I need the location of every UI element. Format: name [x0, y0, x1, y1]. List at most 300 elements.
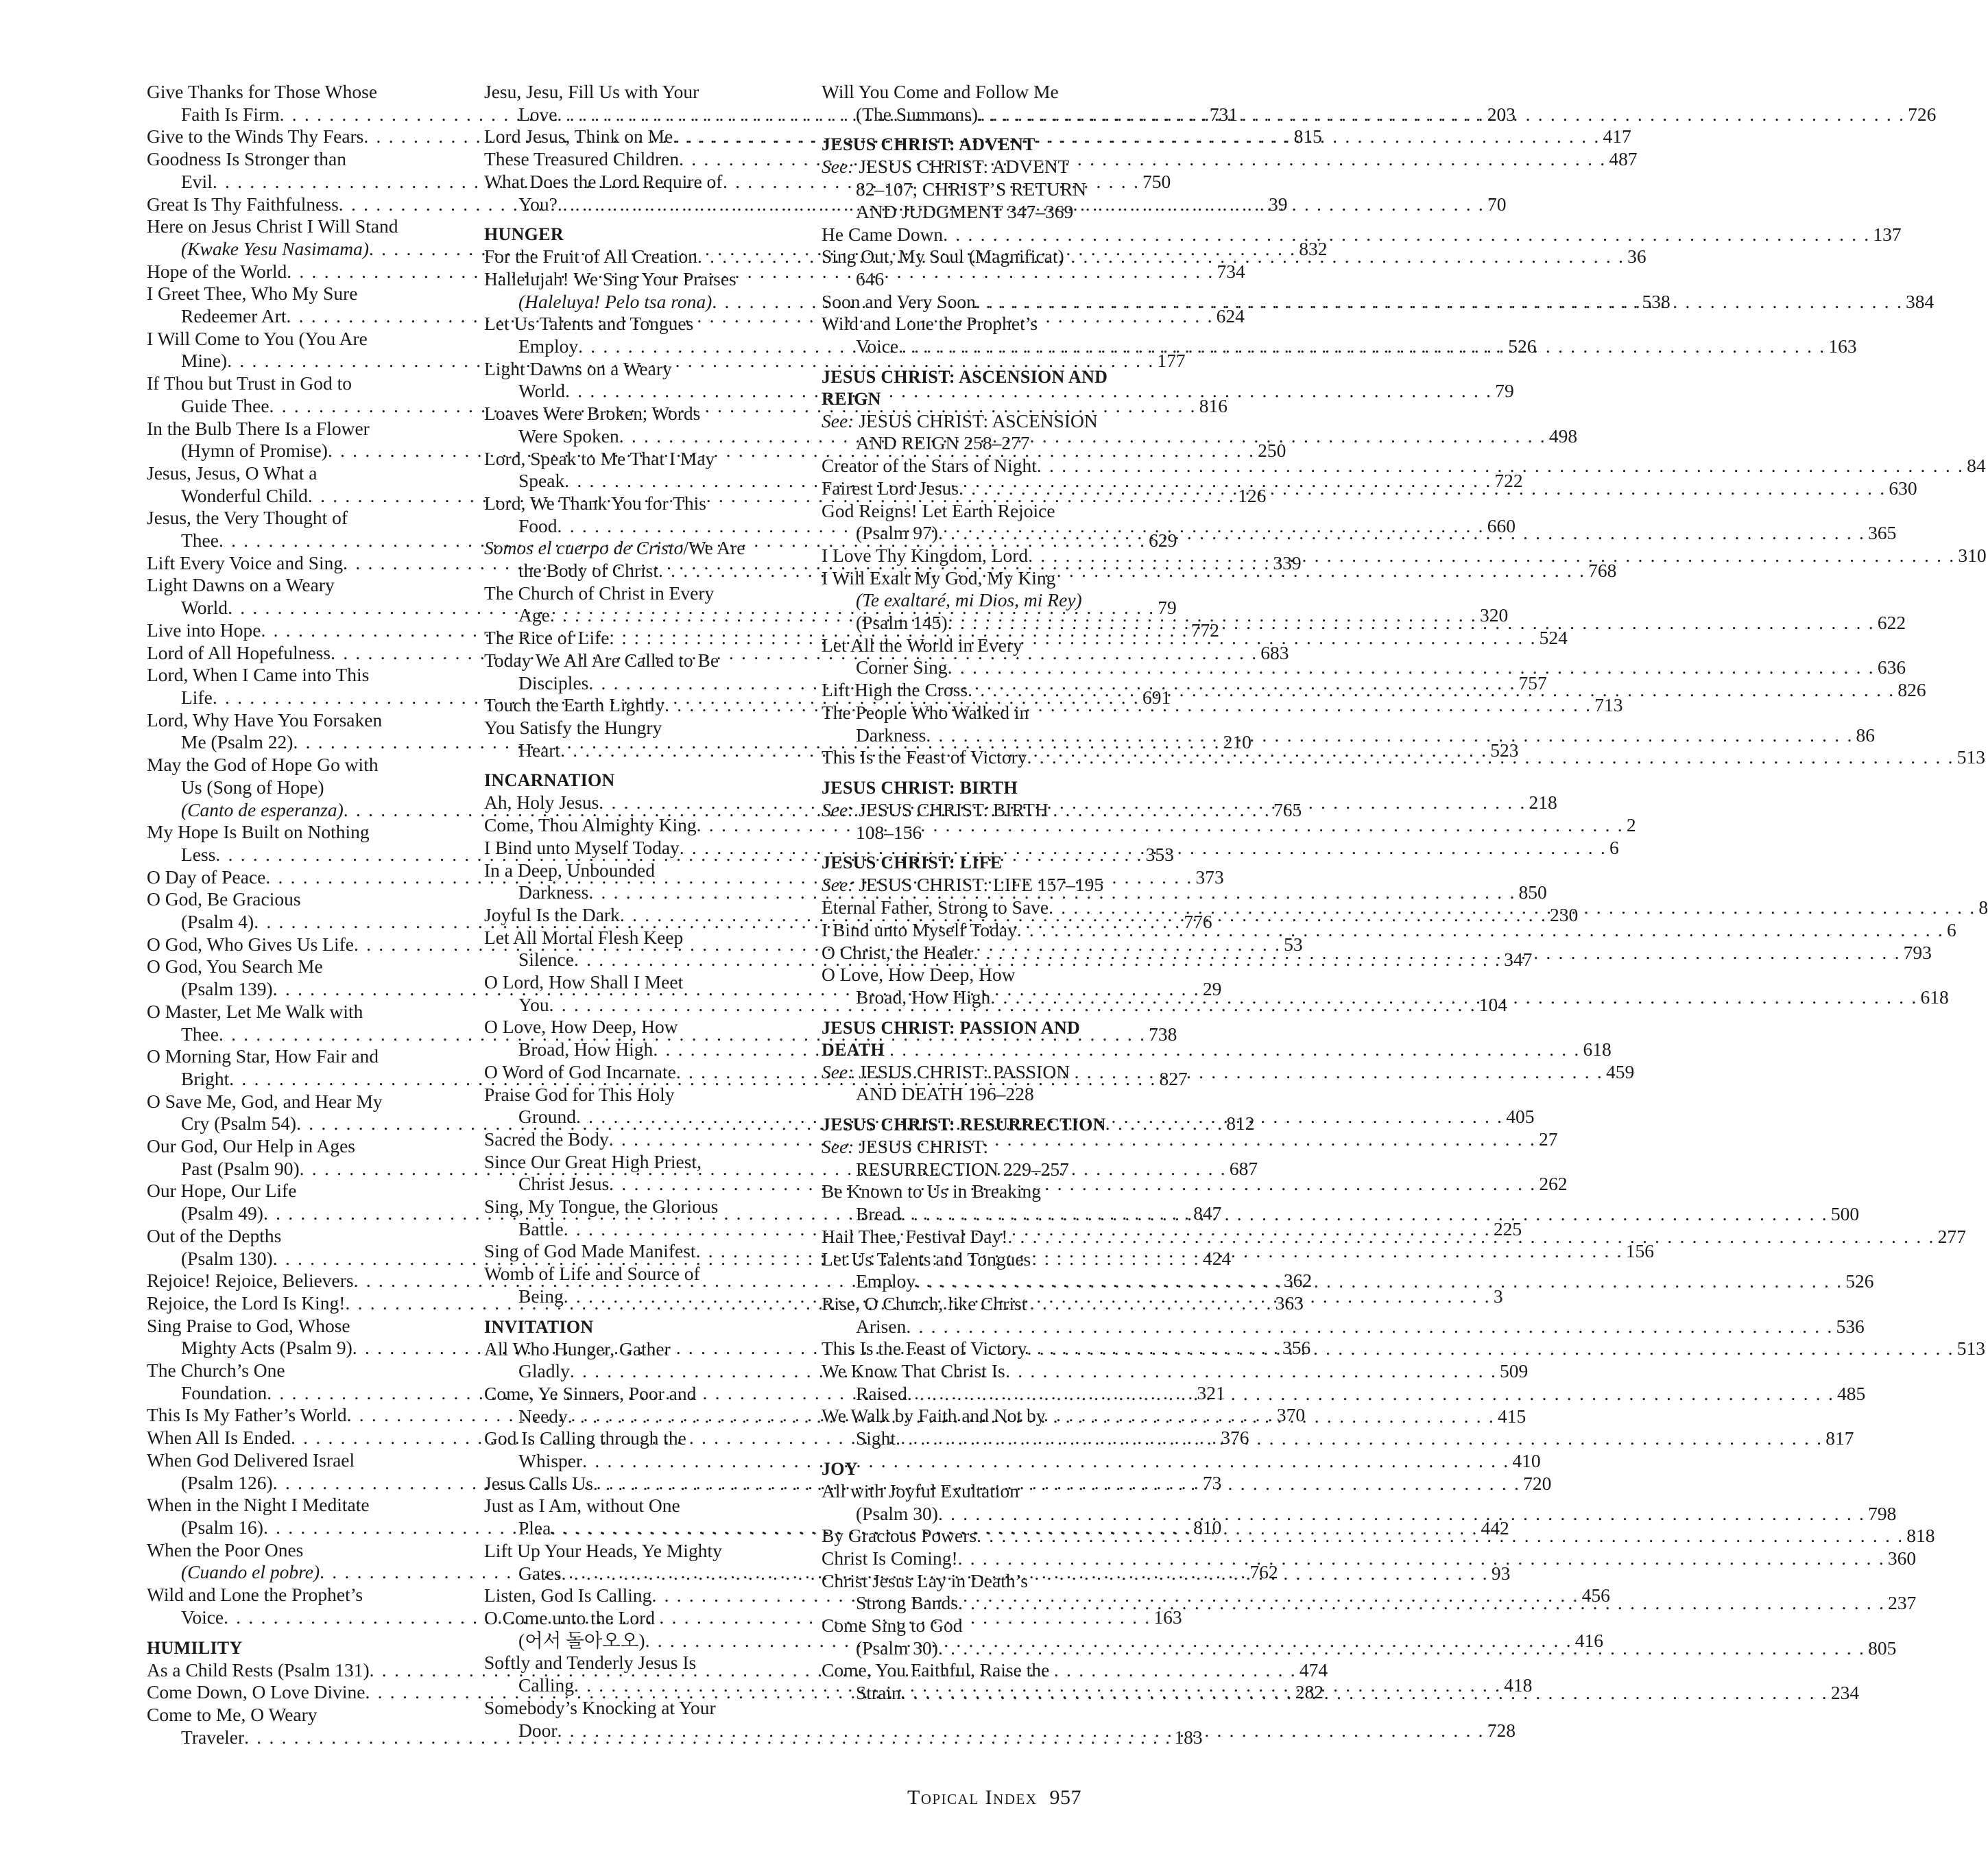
dot-leader: [926, 724, 1853, 747]
hymn-number: 163: [1153, 1606, 1182, 1628]
entry-title: O God, You Search Me: [147, 955, 323, 977]
hymn-number: 630: [1889, 477, 1917, 499]
entry-title: O Morning Star, How Fair and: [147, 1045, 379, 1067]
hymn-number: 84: [1967, 455, 1986, 477]
hymn-number: 53: [1284, 933, 1303, 955]
hymn-number: 339: [1273, 551, 1302, 573]
entry-title: Me (Psalm 22): [181, 731, 294, 753]
entry-title: Silence: [518, 949, 574, 971]
entry-title: Just as I Am, without One: [484, 1495, 680, 1517]
entry-title: Hallelujah! We Sing Your Praises: [484, 268, 736, 289]
entry-title: You: [518, 993, 549, 1015]
hymn-number: 93: [1491, 1562, 1511, 1584]
entry-title: World: [181, 597, 228, 619]
entry-title: We Walk by Faith and Not by: [822, 1405, 1046, 1427]
dot-leader: [973, 942, 1900, 964]
see-reference: [822, 410, 1125, 455]
entry-title: (Psalm 4): [181, 911, 254, 933]
hymn-number: 310: [1958, 544, 1987, 566]
hymn-number: 29: [1202, 978, 1222, 1000]
entry-title: Lift Up Your Heads, Ye Mighty: [484, 1539, 722, 1561]
entry-title: (Psalm 145): [856, 612, 948, 634]
hymn-number: 353: [1145, 843, 1174, 865]
hymn-number: 384: [1906, 290, 1935, 312]
dot-leader: [680, 837, 1607, 859]
entry-title: Christ Is Coming!: [822, 1547, 958, 1569]
entry-title: In a Deep, Unbounded: [484, 859, 655, 881]
entry-title: Give to the Winds Thy Fears: [147, 126, 364, 147]
hymn-number: 757: [1518, 672, 1547, 693]
dot-leader: [990, 986, 1917, 1009]
index-entry: [822, 246, 1125, 290]
entry-title: the Body of Christ: [518, 560, 658, 582]
footer-label: Topical Index: [907, 1786, 1038, 1809]
entry-title: Goodness Is Stronger than: [147, 148, 347, 170]
hymn-number: 720: [1523, 1472, 1552, 1494]
entry-title: Darkness: [518, 881, 589, 903]
entry-title: Somebody’s Knocking at Your: [484, 1696, 716, 1718]
entry-title: Thee: [181, 1023, 219, 1045]
entry-title: Bright: [181, 1067, 230, 1089]
entry-title: O Come unto the Lord: [484, 1607, 655, 1628]
hymn-number: 728: [1487, 1719, 1516, 1741]
hymn-number: 79: [1495, 380, 1514, 402]
entry-title: Door: [518, 1719, 558, 1741]
entry-title-continuation: 646: [856, 268, 885, 289]
entry-title: All with Joyful Exultation: [822, 1480, 1019, 1501]
section-heading: JESUS CHRIST: RESURRECTION: [822, 1115, 1106, 1135]
entry-title: I Bind unto Myself Today: [822, 918, 1017, 940]
hymn-number: 321: [1197, 1381, 1225, 1403]
dot-leader: [1028, 545, 1955, 567]
hymn-number: 816: [1199, 394, 1227, 416]
hymn-number: 772: [1190, 619, 1219, 641]
entry-title: Mighty Acts (Psalm 9): [181, 1337, 352, 1359]
hymn-number: 500: [1830, 1203, 1860, 1225]
entry-title: Whisper: [518, 1450, 583, 1472]
entry-title: For the Fruit of All Creation: [484, 246, 697, 268]
hymn-number: 362: [1283, 1270, 1313, 1292]
hymn-number: 459: [1606, 1060, 1635, 1082]
entry-title: Joyful Is the Dark: [484, 903, 620, 925]
hymn-number: 768: [1588, 560, 1617, 582]
entry-title: Lift High the Cross: [822, 679, 968, 701]
entry-title: Live into Hope: [147, 619, 261, 641]
entry-title: Gates: [518, 1562, 562, 1584]
dot-leader: [906, 1316, 1833, 1338]
entry-title: I Will Exalt My God, My King: [822, 567, 1056, 589]
section-heading: JOY: [822, 1458, 858, 1479]
entry-title: Somos el cuerpo de Cristo/We Are: [484, 537, 745, 559]
hymn-number: 818: [1906, 1525, 1935, 1547]
hymn-number: 6: [1946, 918, 1956, 940]
entry-title: This Is the Feast of Victory: [822, 746, 1027, 768]
entry-title: The People Who Walked in: [822, 701, 1029, 723]
entry-title: World: [518, 380, 566, 402]
entry-title: (Cuando el pobre): [181, 1561, 320, 1583]
hymn-number: 810: [1193, 1517, 1222, 1538]
hymn-number: 210: [1223, 731, 1252, 753]
hymn-number: 156: [1625, 1240, 1655, 1262]
hymn-number: 2: [1626, 814, 1636, 836]
see-reference: [822, 799, 1125, 844]
entry-title: I Love Thy Kingdom, Lord: [822, 544, 1029, 566]
section-heading: JESUS CHRIST: PASSION AND DEATH: [822, 1017, 1081, 1060]
hymn-number: 513: [1956, 1338, 1985, 1360]
hymn-number: 660: [1487, 514, 1516, 536]
hymn-number: 360: [1887, 1547, 1917, 1569]
section-heading: JESUS CHRIST: BIRTH: [822, 777, 1018, 798]
index-entry: [822, 1547, 1917, 1570]
dot-leader: [948, 612, 1875, 634]
entry-title-continuation: Us (Song of Hope): [181, 776, 324, 798]
entry-title: Let Us Talents and Tongues: [822, 1248, 1031, 1270]
entry-title: Softly and Tenderly Jesus Is: [484, 1652, 697, 1674]
entry-title: Evil: [181, 170, 213, 192]
entry-title: Sight: [856, 1427, 896, 1449]
dot-leader: [679, 148, 1606, 171]
hymn-number: 713: [1594, 694, 1623, 716]
hymn-number: 536: [1836, 1315, 1865, 1337]
hymn-number: 513: [1956, 746, 1985, 768]
entry-title: Strain: [856, 1682, 901, 1704]
section-heading: JESUS CHRIST: LIFE: [822, 853, 1003, 873]
entry-title: Come Down, O Love Divine: [147, 1681, 366, 1703]
hymn-number: 731: [1209, 103, 1238, 125]
entry-title: Thee: [181, 530, 219, 551]
entry-title: Lord of All Hopefulness: [147, 641, 331, 663]
see-reference: [822, 156, 1125, 223]
entry-title: O Love, How Deep, How: [484, 1016, 678, 1038]
see-reference: [822, 874, 1125, 897]
hymn-number: 282: [1295, 1681, 1324, 1703]
hymn-number: 424: [1202, 1247, 1232, 1269]
see-reference-continuation: AND REIGN 258–277: [856, 432, 1030, 454]
dot-leader: [915, 1270, 1843, 1293]
dot-leader: [948, 656, 1875, 679]
hymn-number: 418: [1504, 1674, 1533, 1696]
entry-title: (Psalm 97): [856, 522, 938, 544]
entry-title: Sacred the Body: [484, 1128, 609, 1150]
hymn-number: 86: [1856, 724, 1876, 746]
see-reference-continuation: AND JUDGMENT 347–369: [856, 200, 1074, 222]
hymn-number: 738: [1149, 1023, 1177, 1045]
entry-title: (Haleluya! Pelo tsa rona): [518, 290, 712, 312]
entry-title: The Church’s One: [147, 1360, 285, 1381]
dot-leader: [1037, 455, 1964, 477]
entry-title: Sing of God Made Manifest: [484, 1240, 696, 1262]
section-heading: HUMILITY: [147, 1637, 243, 1658]
hymn-number: 722: [1494, 470, 1523, 492]
entry-title: Disciples: [518, 672, 589, 693]
entry-title: Needy: [518, 1405, 568, 1427]
entry-title: Creator of the Stars of Night: [822, 455, 1037, 477]
entry-title: Come, Thou Almighty King: [484, 814, 697, 836]
entry-title: Traveler: [181, 1726, 245, 1748]
entry-title: Fairest Lord Jesus: [822, 477, 959, 499]
see-reference-continuation: AND DEATH 196–228: [856, 1083, 1034, 1105]
hymn-number: 36: [1627, 246, 1646, 268]
entry-title: Broad, How High: [856, 986, 991, 1008]
hymn-number: 618: [1920, 986, 1949, 1008]
entry-title: Christ Jesus: [518, 1173, 610, 1195]
hymn-number: 805: [1868, 1637, 1897, 1659]
entry-title: (Canto de esperanza): [181, 798, 344, 820]
hymn-number: 624: [1216, 305, 1245, 327]
entry-title: Come, You Faithful, Raise the: [822, 1659, 1050, 1681]
hymn-number: 485: [1837, 1382, 1866, 1404]
hymn-number: 817: [1825, 1427, 1854, 1449]
entry-title: O Lord, How Shall I Meet: [484, 971, 684, 993]
dot-leader: [938, 522, 1865, 545]
entry-title: O Master, Let Me Walk with: [147, 1000, 363, 1022]
entry-title: Womb of Life and Source of: [484, 1263, 700, 1285]
dot-leader: [676, 1061, 1603, 1084]
entry-title-continuation: (Te exaltaré, mi Dios, mi Rey): [856, 589, 1082, 611]
entry-leader-line: [822, 1315, 1865, 1338]
entry-title: O Christ, the Healer: [822, 941, 974, 963]
hymn-number: 526: [1845, 1270, 1874, 1292]
section-heading: JESUS CHRIST: ADVENT: [822, 134, 1035, 155]
entry-leader-line: [822, 1502, 1897, 1525]
entry-title: Out of the Depths: [147, 1224, 282, 1246]
dot-leader: [977, 1525, 1904, 1547]
section-heading: JESUS CHRIST: ASCENSION AND REIGN: [822, 366, 1108, 409]
entry-title: God Reigns! Let Earth Rejoice: [822, 499, 1055, 521]
entry-title: Heart: [518, 739, 561, 761]
hymn-number: 203: [1487, 103, 1516, 125]
entry-title: This Is the Feast of Victory: [822, 1338, 1027, 1360]
entry-title: He Came Down: [822, 223, 944, 245]
hymn-number: 474: [1299, 1659, 1328, 1681]
entry-title: Hail Thee, Festival Day!: [822, 1225, 1008, 1247]
hymn-number: 73: [1202, 1471, 1222, 1493]
hymn-number: 234: [1830, 1682, 1860, 1704]
dot-leader: [938, 1637, 1865, 1660]
entry-title: O God, Who Gives Us Life: [147, 933, 354, 955]
entry-title: Food: [518, 514, 558, 536]
entry-title: Guide Thee: [181, 394, 270, 416]
entry-title: Let All Mortal Flesh Keep: [484, 926, 684, 948]
hymn-number: 832: [1299, 237, 1328, 259]
entry-title: Our God, Our Help in Ages: [147, 1135, 355, 1157]
see-reference: [822, 1061, 1125, 1106]
entry-title: Rejoice, the Lord Is King!: [147, 1292, 346, 1314]
entry-title: Battle: [518, 1218, 564, 1239]
entry-title: Ground: [518, 1106, 577, 1128]
hymn-number: 365: [1868, 522, 1897, 544]
dot-leader: [1049, 897, 1976, 919]
entry-title: Loaves Were Broken, Words: [484, 403, 701, 425]
hymn-number: 104: [1478, 993, 1508, 1015]
entry-title: Voice: [856, 335, 899, 357]
hymn-number: 416: [1574, 1629, 1604, 1651]
entry-title: Come to Me, O Weary: [147, 1703, 318, 1725]
entry-title: Rejoice! Rejoice, Believers: [147, 1270, 354, 1292]
index-entry: [822, 455, 1986, 477]
entry-title: As a Child Rests (Psalm 131): [147, 1659, 370, 1681]
see-label: See:: [822, 409, 854, 431]
entry-title: Lord, We Thank You for This: [484, 492, 706, 514]
entry-title: Listen, God Is Calling: [484, 1584, 652, 1606]
entry-title: (Psalm 30): [856, 1637, 938, 1659]
entry-title: Sing Out, My Soul (Magnificat): [822, 246, 1064, 268]
entry-leader-line: [822, 455, 1986, 477]
hymn-number: 456: [1581, 1584, 1610, 1606]
hymn-number: 691: [1142, 686, 1171, 708]
entry-title: Let All the World in Every: [822, 634, 1022, 656]
entry-title: Lord, Why Have You Forsaken: [147, 709, 383, 731]
entry-title: Redeemer Art: [181, 305, 287, 327]
entry-title: Will You Come and Follow Me: [822, 81, 1059, 102]
entry-title: Broad, How High: [518, 1038, 654, 1060]
hymn-number: 373: [1195, 866, 1224, 888]
entry-title: Lord Jesus, Think on Me: [484, 126, 673, 147]
entry-title: When All Is Ended: [147, 1427, 291, 1449]
dot-leader: [938, 1503, 1865, 1525]
hymn-number: 250: [1258, 440, 1286, 462]
entry-title: Less: [181, 843, 216, 865]
hymn-number: 798: [1868, 1502, 1897, 1524]
hymn-number: 6: [1609, 836, 1619, 858]
dot-leader: [1027, 1338, 1954, 1360]
entry-title: Strong Bands: [856, 1592, 958, 1614]
entry-title: Voice: [181, 1606, 224, 1628]
dot-leader: [958, 1592, 1885, 1615]
dot-leader: [976, 291, 1903, 313]
entry-title: Come, Ye Sinners, Poor and: [484, 1382, 697, 1404]
entry-title: What Does the Lord Require of: [484, 170, 723, 192]
hymn-number: 793: [1903, 941, 1932, 963]
hymn-number: 225: [1493, 1218, 1522, 1239]
hymn-number: 417: [1603, 126, 1631, 147]
see-reference-continuation: RESURRECTION 229–257: [856, 1158, 1069, 1180]
entry-title: Corner Sing: [856, 656, 948, 678]
hymn-number: 762: [1249, 1561, 1278, 1583]
entry-title: Jesus, the Very Thought of: [147, 507, 348, 529]
entry-title: These Treasured Children: [484, 148, 680, 170]
hymn-number: 509: [1500, 1360, 1529, 1382]
entry-title: Hope of the World: [147, 260, 287, 282]
entry-title: (Psalm 126): [181, 1471, 273, 1493]
hymn-number: 765: [1273, 798, 1302, 820]
entry-title: Being: [518, 1285, 564, 1307]
see-reference-line: [822, 1136, 1125, 1159]
entry-title: Touch the Earth Lightly: [484, 694, 665, 716]
see-label: See:: [822, 156, 854, 178]
entry-title: Gladly: [518, 1360, 570, 1382]
entry-title: My Hope Is Built on Nothing: [147, 821, 370, 843]
hymn-number: 815: [1293, 126, 1322, 147]
section-heading: INCARNATION: [484, 770, 615, 791]
entry-title: I Greet Thee, Who My Sure: [147, 283, 358, 305]
entry-title: The Church of Christ in Every: [484, 582, 715, 604]
entry-title: Mine): [181, 350, 228, 372]
hymn-number: 750: [1142, 170, 1171, 192]
entry-title: Were Spoken: [518, 425, 619, 447]
hymn-number: 262: [1539, 1173, 1568, 1195]
entry-title: (Psalm 49): [181, 1202, 263, 1224]
hymn-number: 415: [1497, 1405, 1526, 1427]
entry-leader-line: [822, 223, 1902, 246]
entry-title: Let Us Talents and Tongues: [484, 313, 694, 335]
entry-title: Light Dawns on a Weary: [484, 357, 672, 379]
hymn-number: 850: [1518, 881, 1547, 903]
dot-leader: [958, 1547, 1885, 1570]
hymn-number: 827: [1159, 1067, 1188, 1089]
hymn-number: 376: [1221, 1427, 1249, 1449]
see-target: JESUS CHRIST: PASSION: [859, 1060, 1070, 1082]
hymn-number: 442: [1481, 1517, 1509, 1539]
dot-leader: [959, 477, 1886, 500]
entry-title: If Thou but Trust in God to: [147, 372, 352, 394]
hymn-number: 163: [1828, 335, 1857, 357]
see-reference-continuation: 108–156: [856, 821, 922, 843]
entry-leader-line: [822, 1547, 1917, 1570]
dot-leader: [901, 1203, 1828, 1226]
entry-title: Today We All Are Called to Be: [484, 649, 719, 671]
hymn-number: 183: [1174, 1726, 1203, 1748]
entry-title: Light Dawns on a Weary: [147, 574, 335, 596]
entry-title: The Rice of Life: [484, 627, 610, 649]
hymn-number: 687: [1229, 1157, 1258, 1179]
entry-title: Lord, When I Came into This: [147, 664, 370, 686]
see-reference: [822, 1136, 1125, 1180]
entry-title: Give Thanks for Those Whose: [147, 81, 378, 102]
entry-title: Praise God for This Holy: [484, 1083, 675, 1105]
see-target: JESUS CHRIST: BIRTH: [859, 798, 1049, 820]
entry-title: When the Poor Ones: [147, 1539, 304, 1560]
hymn-number: 137: [1873, 223, 1902, 245]
entry-title: This Is My Father’s World: [147, 1404, 347, 1426]
entry-title: Here on Jesus Christ I Will Stand: [147, 215, 398, 237]
see-label: See:: [822, 1060, 854, 1082]
hymn-number: 79: [1158, 597, 1177, 619]
entry-title: Sing Praise to God, Whose: [147, 1314, 350, 1336]
hymn-number: 776: [1184, 911, 1212, 933]
entry-title: Our Hope, Our Life: [147, 1180, 297, 1202]
hymn-number: 230: [1550, 903, 1579, 925]
entry-title: I Will Come to You (You Are: [147, 327, 368, 349]
hymn-number: 622: [1877, 612, 1906, 634]
dot-leader: [896, 1427, 1823, 1450]
see-target: JESUS CHRIST: LIFE 157–195: [859, 874, 1104, 896]
hymn-number: 363: [1275, 1292, 1304, 1314]
hymn-number: 405: [1506, 1106, 1535, 1128]
entry-title: By Gracious Powers: [822, 1525, 977, 1547]
hymn-number: 277: [1937, 1225, 1966, 1247]
entry-title: We Know That Christ Is: [822, 1360, 1005, 1382]
dot-leader: [1007, 1226, 1935, 1248]
entry-title: Love: [518, 103, 558, 125]
dot-leader: [1017, 919, 1944, 942]
hymn-number: 524: [1539, 627, 1568, 649]
see-reference-line: [822, 799, 1125, 822]
entry-title: Be Known to Us in Breaking: [822, 1180, 1042, 1202]
section-heading: HUNGER: [484, 224, 564, 245]
entry-title: Arisen: [856, 1315, 907, 1337]
entry-title: Raised: [856, 1382, 907, 1404]
see-label: See:: [822, 798, 854, 820]
hymn-number: 3: [1493, 1285, 1503, 1307]
hymn-number: 812: [1226, 1113, 1255, 1135]
entry-title: Jesu, Jesu, Fill Us with Your: [484, 81, 699, 102]
section-heading: INVITATION: [484, 1316, 594, 1337]
entry-title: Employ: [856, 1270, 916, 1292]
dot-leader: [1027, 746, 1954, 769]
entry-title: Jesus, Jesus, O What a: [147, 462, 318, 484]
entry-title: (어서 돌아오오): [518, 1629, 645, 1651]
